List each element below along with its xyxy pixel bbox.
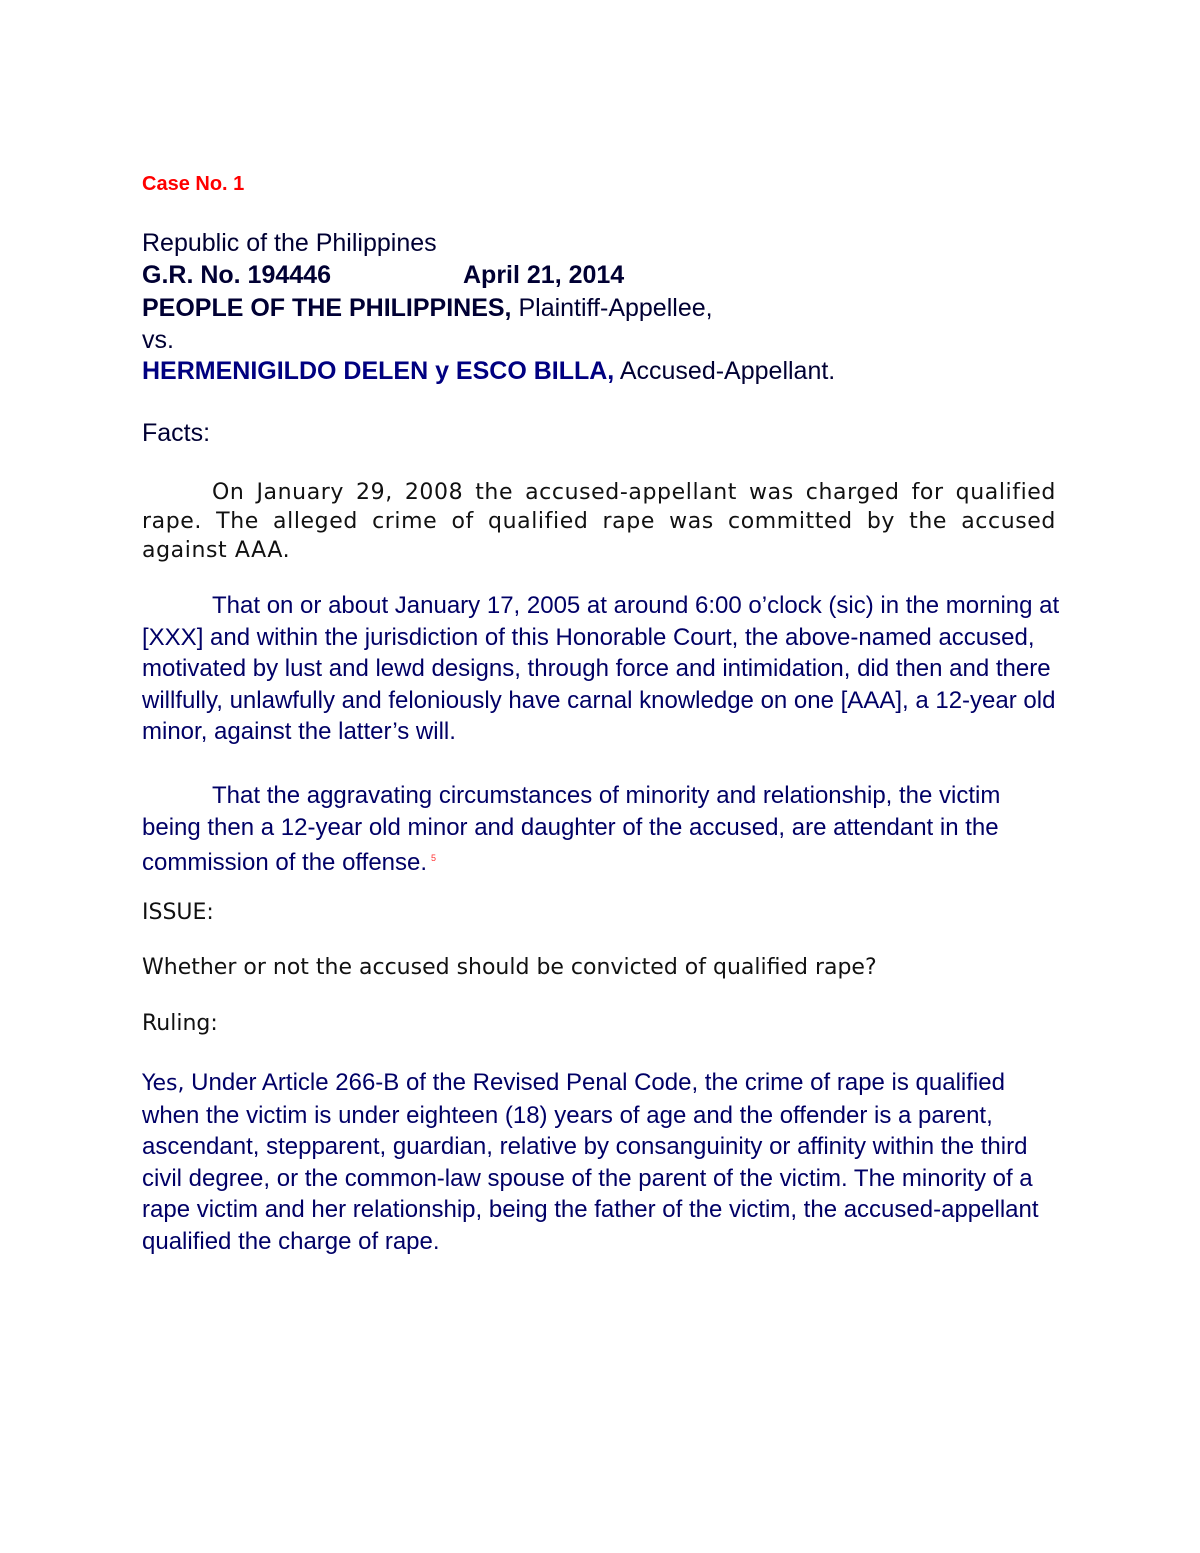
facts-intro-paragraph bbox=[142, 478, 1056, 565]
versus-line: vs. bbox=[142, 326, 174, 354]
information-text-1: That on or about January 17, 2005 at around 6:00 o’clock (sic) in the morning at [XXX] and within the jurisdiction of this Honorable Court, the above-named accused, motivated by lust and lewd designs, through force and intimidation, did then and there willfully, unlawfully and feloniously have carnal knowledge on one [AAA], a 12-year old minor, against the latter’s will. bbox=[142, 592, 1060, 745]
ruling-heading: Ruling: bbox=[142, 1011, 218, 1036]
accused-role: Accused-Appellant. bbox=[619, 357, 836, 385]
ruling-lead: Yes, bbox=[142, 1071, 185, 1096]
footnote-marker: 5 bbox=[431, 853, 437, 863]
ruling-paragraph bbox=[142, 1067, 1062, 1257]
ruling-text: Under Article 266-B of the Revised Penal Code, the crime of rape is qualified when the victim is under eighteen (18) years of age and the offender is a parent, ascendant, stepparent, guardian, relative by consanguinity or affinity within the third civil degree, or the common-law spouse of the parent of the victim. The minority of a rape victim and her relationship, being the father of the victim, the accused-appellant qualified the charge of rape. bbox=[142, 1069, 1039, 1255]
plaintiff-name: PEOPLE OF THE PHILIPPINES, bbox=[142, 294, 512, 322]
republic-line: Republic of the Philippines bbox=[142, 229, 437, 257]
information-paragraph-2 bbox=[142, 780, 1062, 879]
issue-question: Whether or not the accused should be convicted of qualified rape? bbox=[142, 955, 877, 980]
plaintiff-role: Plaintiff-Appellee, bbox=[518, 294, 713, 322]
information-text-2: That the aggravating circumstances of minority and relationship, the victim being then a 12-year old minor and daughter of the accused, are attendant in the commission of the offense. bbox=[142, 782, 1001, 876]
facts-heading: Facts: bbox=[142, 419, 211, 447]
facts-intro-text: On January 29, 2008 the accused-appellant was charged for qualified rape. The alleged crime of qualified rape was committed by the accused against AAA. bbox=[142, 480, 1056, 563]
accused-name: HERMENIGILDO DELEN y ESCO BILLA, bbox=[142, 357, 615, 385]
issue-heading: ISSUE: bbox=[142, 900, 214, 925]
decision-date: April 21, 2014 bbox=[463, 261, 625, 289]
accused-line bbox=[142, 357, 835, 386]
gr-number: G.R. No. 194446 bbox=[142, 261, 331, 289]
information-paragraph-1 bbox=[142, 590, 1062, 748]
case-number-label: Case No. 1 bbox=[142, 173, 245, 195]
plaintiff-line bbox=[142, 294, 713, 323]
